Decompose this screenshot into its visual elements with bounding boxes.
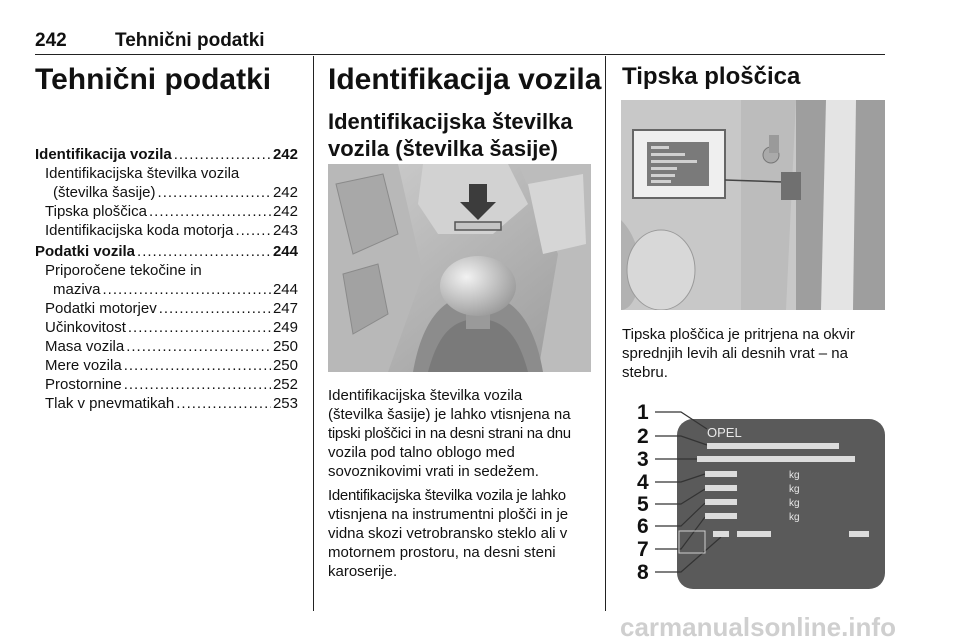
section-title: Identifikacija vozila — [328, 63, 602, 96]
type-plate-diagram — [621, 393, 885, 601]
watermark: carmanualsonline.info — [620, 612, 896, 642]
toc-entry[interactable]: Masa vozila ..... 250 — [35, 337, 298, 356]
callout-number: 1 — [637, 401, 649, 424]
callout-number: 7 — [637, 538, 649, 561]
plate-column — [622, 62, 887, 92]
table-of-contents — [35, 145, 298, 413]
plate-brand: OPEL — [707, 425, 742, 440]
unit-label: kg — [789, 498, 800, 509]
callout-number: 8 — [637, 561, 649, 584]
toc-entry[interactable]: maziva ..... 244 — [35, 280, 298, 299]
toc-column — [35, 58, 300, 102]
vin-text — [328, 386, 598, 581]
subsection-title: Identifikacijska številka vozila (številka šasije) — [328, 109, 573, 161]
toc-entry-line[interactable]: Identifikacijska številka vozila — [45, 165, 240, 182]
callout-number: 6 — [637, 515, 649, 538]
chapter-title: Tehnični podatki — [35, 63, 272, 96]
door-pillar-illustration — [621, 100, 885, 310]
toc-entry[interactable]: Učinkovitost ..... 249 — [35, 318, 298, 337]
header-rule — [35, 54, 885, 55]
toc-entry[interactable]: Prostornine ..... 252 — [35, 375, 298, 394]
toc-entry[interactable]: Identifikacijska koda motorja ..... 243 — [35, 221, 298, 240]
column-divider-1 — [313, 56, 314, 611]
gear-shift-illustration — [328, 164, 591, 372]
toc-entry[interactable]: Tipska ploščica ..... 242 — [35, 202, 298, 221]
unit-label: kg — [789, 484, 800, 495]
callout-number: 3 — [637, 448, 649, 471]
paragraph: Identifikacijska številka vozila (številka šasije) je lahko vtisnjena na tipski ploščici in na desni strani na dnu vozila pod talno oblogo med sovoznikovimi vrati in sedežem. — [328, 387, 571, 480]
callout-number: 5 — [637, 493, 649, 516]
column-divider-2 — [605, 56, 606, 611]
toc-entry[interactable]: Podatki motorjev ..... 247 — [35, 299, 298, 318]
toc-entry[interactable]: Mere vozila ..... 250 — [35, 356, 298, 375]
callout-number: 2 — [637, 425, 649, 448]
paragraph: Tipska ploščica je pritrjena na okvir sprednjih levih ali desnih vrat – na stebru. — [622, 326, 855, 381]
running-title: Tehnični podatki — [115, 30, 265, 51]
toc-entry-line[interactable]: Priporočene tekočine in — [45, 262, 202, 279]
callout-number: 4 — [637, 471, 649, 494]
toc-entry[interactable]: Identifikacija vozila ..... 242 — [35, 145, 298, 164]
plate-text — [622, 325, 887, 382]
page-header — [35, 30, 885, 54]
toc-entry[interactable]: Podatki vozila ..... 244 — [35, 242, 298, 261]
section-title: Tipska ploščica — [622, 63, 801, 90]
unit-label: kg — [789, 470, 800, 481]
vin-column — [328, 58, 602, 162]
toc-entry[interactable]: (številka šasije) ..... 242 — [35, 183, 298, 202]
page-number: 242 — [35, 30, 67, 51]
unit-label: kg — [789, 512, 800, 523]
paragraph: Identifikacijska številka vozila je lahko vtisnjena na instrumentni plošči in je vidna skozi vetrobransko steklo ali v motornem prostoru, na desni steni karoserije. — [328, 487, 569, 580]
toc-entry[interactable]: Tlak v pnevmatikah ..... 253 — [35, 394, 298, 413]
